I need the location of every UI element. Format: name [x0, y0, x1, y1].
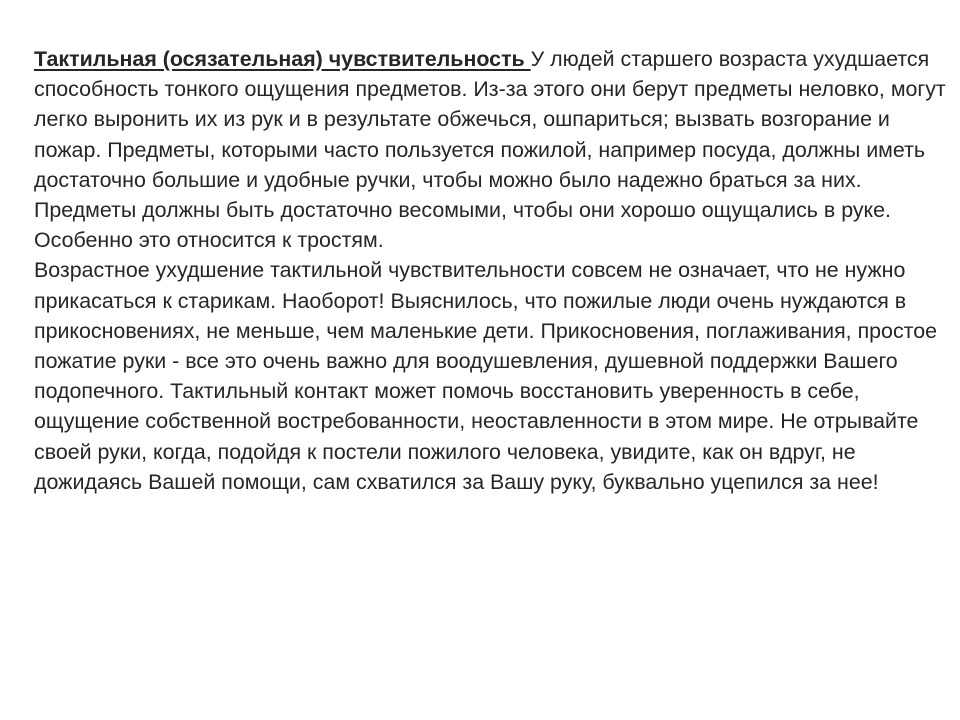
paragraph-1 — [34, 44, 946, 255]
paragraph-1-text: У людей старшего возраста ухудшается способность тонкого ощущения предметов. Из-за этого они берут предметы неловко, могут легко выронить их из рук и в результате обжечься, ошпариться; вызвать возгорание и пожар. Предметы, которыми часто пользуется пожилой, например посуда, должны иметь достаточно большие и удобные ручки, чтобы можно было надежно браться за них. Предметы должны быть достаточно весомыми, чтобы они хорошо ощущались в руке. Особенно это относится к тростям. — [34, 47, 946, 253]
section-heading: Тактильная (осязательная) чувствительность — [34, 47, 531, 71]
paragraph-2: Возрастное ухудшение тактильной чувствительности совсем не означает, что не нужно прикасаться к старикам. Наоборот! Выяснилось, что пожилые люди очень нуждаются в прикосновениях, не меньше, чем маленькие дети. Прикосновения, поглаживания, простое пожатие руки - все это очень важно для воодушевления, душевной поддержки Вашего подопечного. Тактильный контакт может помочь восстановить уверенность в себе, ощущение собственной востребованности, неоставленности в этом мире. Не отрывайте своей руки, когда, подойдя к постели пожилого человека, увидите, как он вдруг, не дожидаясь Вашей помощи, сам схватился за Вашу руку, буквально уцепился за нее! — [34, 258, 937, 494]
slide-body — [34, 44, 946, 497]
